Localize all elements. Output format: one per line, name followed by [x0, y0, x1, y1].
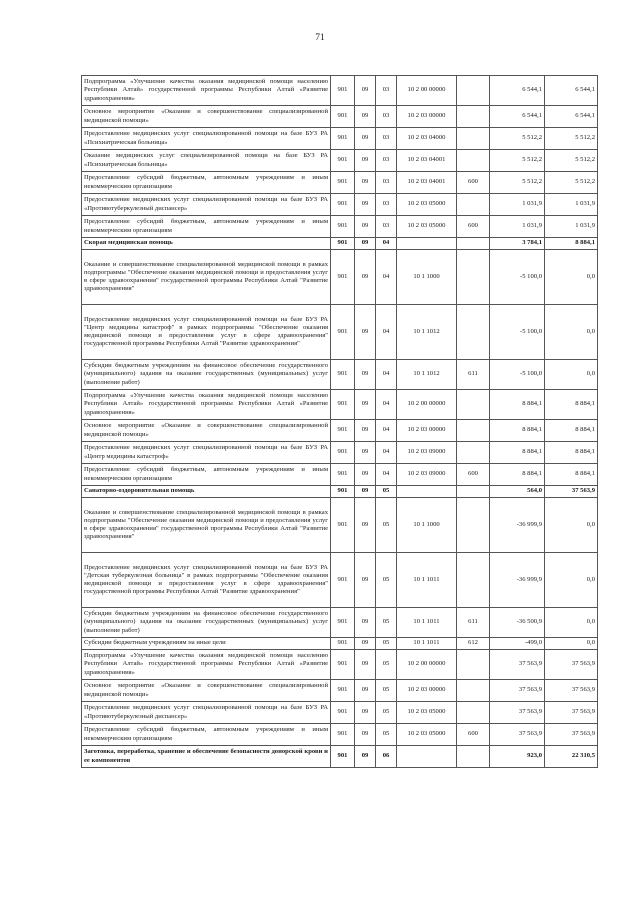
row-section-code: 09 [355, 420, 376, 442]
row-amount-total: 22 310,5 [545, 746, 598, 768]
row-section-code: 09 [355, 305, 376, 360]
row-name: Предоставление медицинских услуг специализированной помощи на базе БУЗ РА «Центр медицины катастроф» [82, 442, 331, 464]
budget-table [81, 75, 598, 768]
row-target-article: 10 2 03 00000 [397, 680, 457, 702]
row-amount-total: 37 563,9 [545, 486, 598, 498]
row-target-article: 10 1 1000 [397, 498, 457, 553]
row-ministry-code: 901 [331, 238, 355, 250]
row-amount-total: 1 031,9 [545, 216, 598, 238]
table-row [82, 390, 598, 420]
row-amount-change: 6 544,1 [490, 106, 545, 128]
row-name: Субсидии бюджетным учреждениям на финансовое обеспечение государственного (муниципального) задания на оказание государственных (муниципальных) услуг (выполнение работ) [82, 608, 331, 638]
table-row [82, 650, 598, 680]
row-section-code: 09 [355, 216, 376, 238]
row-name: Скорая медицинская помощь [82, 238, 331, 250]
row-target-article: 10 1 1012 [397, 360, 457, 390]
table-row [82, 420, 598, 442]
row-expense-type [457, 238, 490, 250]
row-subsection-code: 03 [376, 76, 397, 106]
row-amount-change: 37 563,9 [490, 702, 545, 724]
row-target-article [397, 746, 457, 768]
row-target-article: 10 2 03 00000 [397, 420, 457, 442]
row-section-code: 09 [355, 106, 376, 128]
row-subsection-code: 05 [376, 608, 397, 638]
row-expense-type [457, 498, 490, 553]
row-expense-type [457, 680, 490, 702]
row-expense-type [457, 194, 490, 216]
row-target-article: 10 2 00 00000 [397, 76, 457, 106]
row-subsection-code: 04 [376, 442, 397, 464]
row-subsection-code: 03 [376, 150, 397, 172]
row-amount-total: 8 884,1 [545, 390, 598, 420]
row-section-code: 09 [355, 650, 376, 680]
row-amount-change: 5 512,2 [490, 150, 545, 172]
row-target-article: 10 2 03 05000 [397, 724, 457, 746]
row-amount-total: 37 563,9 [545, 702, 598, 724]
row-target-article: 10 1 1012 [397, 305, 457, 360]
row-name: Оказание и совершенствование специализированной медицинской помощи в рамках подпрограммы "Обеспечение оказания медицинской помощи и предоставления услуг в сфере здравоохранения" государственной программы Республики Алтай "Развитие здравоохранения" [82, 250, 331, 305]
row-expense-type: 611 [457, 360, 490, 390]
row-target-article [397, 238, 457, 250]
row-target-article: 10 2 03 04001 [397, 150, 457, 172]
row-name: Санаторно-оздоровительная помощь [82, 486, 331, 498]
row-amount-change: 564,0 [490, 486, 545, 498]
row-ministry-code: 901 [331, 464, 355, 486]
row-subsection-code: 04 [376, 238, 397, 250]
row-ministry-code: 901 [331, 638, 355, 650]
row-amount-total: 0,0 [545, 553, 598, 608]
row-amount-total: 6 544,1 [545, 76, 598, 106]
row-name: Оказание медицинских услуг специализированной помощи на базе БУЗ РА «Психиатрическая больница» [82, 150, 331, 172]
row-amount-change: 8 884,1 [490, 390, 545, 420]
row-section-code: 09 [355, 238, 376, 250]
row-subsection-code: 05 [376, 486, 397, 498]
row-amount-change: -36 500,9 [490, 608, 545, 638]
row-name: Предоставление медицинских услуг специализированной помощи на базе БУЗ РА «Противотуберкулезный диспансер» [82, 702, 331, 724]
row-subsection-code: 04 [376, 420, 397, 442]
row-section-code: 09 [355, 150, 376, 172]
row-ministry-code: 901 [331, 680, 355, 702]
row-target-article: 10 1 1011 [397, 638, 457, 650]
row-ministry-code: 901 [331, 106, 355, 128]
row-name: Подпрограмма «Улучшение качества оказания медицинской помощи населению Республики Алтай» государственной программы Республики Алтай «Развитие здравоохранения» [82, 390, 331, 420]
row-section-code: 09 [355, 746, 376, 768]
row-amount-change: 6 544,1 [490, 76, 545, 106]
row-subsection-code: 03 [376, 216, 397, 238]
budget-table-body [82, 76, 598, 768]
row-ministry-code: 901 [331, 553, 355, 608]
row-amount-total: 0,0 [545, 250, 598, 305]
row-name: Заготовка, переработка, хранение и обеспечение безопасности донорской крови и ее компонентов [82, 746, 331, 768]
row-name: Предоставление медицинских услуг специализированной помощи на базе БУЗ РА «Противотуберкулезный диспансер» [82, 194, 331, 216]
row-ministry-code: 901 [331, 724, 355, 746]
row-name: Субсидии бюджетным учреждениям на финансовое обеспечение государственного (муниципального) задания на оказание государственных (муниципальных) услуг (выполнение работ) [82, 360, 331, 390]
row-ministry-code: 901 [331, 194, 355, 216]
row-name: Предоставление медицинских услуг специализированной помощи на базе БУЗ РА "Центр медицины катастроф" в рамках подпрограммы "Обеспечение оказания медицинской помощи и предоставления услуг в сфере здравоохранения" государственной программы Республики Алтай "Развитие здравоохранения" [82, 305, 331, 360]
row-expense-type [457, 76, 490, 106]
row-target-article: 10 2 03 09000 [397, 464, 457, 486]
row-amount-change: 37 563,9 [490, 724, 545, 746]
row-name: Предоставление субсидий бюджетным, автономным учреждениям и иным некоммерческим организациям [82, 464, 331, 486]
row-ministry-code: 901 [331, 486, 355, 498]
row-target-article: 10 2 03 05000 [397, 216, 457, 238]
row-section-code: 09 [355, 553, 376, 608]
row-ministry-code: 901 [331, 216, 355, 238]
row-amount-change: 1 031,9 [490, 216, 545, 238]
row-amount-total: 0,0 [545, 305, 598, 360]
row-subsection-code: 06 [376, 746, 397, 768]
row-ministry-code: 901 [331, 746, 355, 768]
row-section-code: 09 [355, 608, 376, 638]
row-subsection-code: 04 [376, 464, 397, 486]
table-row [82, 250, 598, 305]
table-row [82, 442, 598, 464]
row-section-code: 09 [355, 702, 376, 724]
table-row [82, 238, 598, 250]
row-subsection-code: 03 [376, 106, 397, 128]
row-amount-total: 37 563,9 [545, 724, 598, 746]
row-expense-type [457, 305, 490, 360]
row-amount-change: 8 884,1 [490, 420, 545, 442]
row-amount-total: 5 512,2 [545, 150, 598, 172]
row-target-article: 10 2 03 05000 [397, 702, 457, 724]
row-subsection-code: 03 [376, 128, 397, 150]
table-row [82, 360, 598, 390]
row-target-article: 10 2 03 09000 [397, 442, 457, 464]
row-name: Предоставление субсидий бюджетным, автономным учреждениям и иным некоммерческим организациям [82, 216, 331, 238]
row-name: Предоставление субсидий бюджетным, автономным учреждениям и иным некоммерческим организациям [82, 172, 331, 194]
row-ministry-code: 901 [331, 150, 355, 172]
row-name: Подпрограмма «Улучшение качества оказания медицинской помощи населению Республики Алтай» государственной программы Республики Алтай «Развитие здравоохранения» [82, 76, 331, 106]
row-section-code: 09 [355, 390, 376, 420]
row-target-article: 10 2 03 04000 [397, 128, 457, 150]
row-section-code: 09 [355, 194, 376, 216]
row-amount-total: 8 884,1 [545, 238, 598, 250]
table-row [82, 724, 598, 746]
row-name: Предоставление медицинских услуг специализированной помощи на базе БУЗ РА «Психиатрическая больница» [82, 128, 331, 150]
row-amount-change: -36 999,9 [490, 553, 545, 608]
row-target-article: 10 2 03 04001 [397, 172, 457, 194]
row-expense-type [457, 746, 490, 768]
row-amount-change: 5 512,2 [490, 172, 545, 194]
row-amount-change: -5 100,0 [490, 360, 545, 390]
row-ministry-code: 901 [331, 128, 355, 150]
row-amount-total: 37 563,9 [545, 650, 598, 680]
table-row [82, 702, 598, 724]
row-expense-type [457, 650, 490, 680]
table-row [82, 216, 598, 238]
table-row [82, 76, 598, 106]
row-name: Предоставление медицинских услуг специализированной помощи на базе БУЗ РА "Детская туберкулезная больница" в рамках подпрограммы "Обеспечение оказания медицинской помощи и предоставления услуг в сфере здравоохранения" государственной программы Республики Алтай "Развитие здравоохранения" [82, 553, 331, 608]
row-expense-type [457, 553, 490, 608]
row-amount-change: -5 100,0 [490, 250, 545, 305]
row-ministry-code: 901 [331, 250, 355, 305]
row-subsection-code: 03 [376, 172, 397, 194]
row-amount-change: -36 999,9 [490, 498, 545, 553]
row-ministry-code: 901 [331, 442, 355, 464]
row-expense-type [457, 128, 490, 150]
row-section-code: 09 [355, 724, 376, 746]
row-ministry-code: 901 [331, 608, 355, 638]
row-section-code: 09 [355, 76, 376, 106]
row-amount-change: -499,0 [490, 638, 545, 650]
table-row [82, 172, 598, 194]
table-row [82, 608, 598, 638]
row-expense-type [457, 150, 490, 172]
row-target-article: 10 2 00 00000 [397, 390, 457, 420]
row-name: Оказание и совершенствование специализированной медицинской помощи в рамках подпрограммы "Обеспечение оказания медицинской помощи и предоставления услуг в сфере здравоохранения" государственной программы Республики Алтай "Развитие здравоохранения" [82, 498, 331, 553]
row-expense-type [457, 250, 490, 305]
table-row [82, 498, 598, 553]
row-amount-total: 8 884,1 [545, 442, 598, 464]
row-expense-type [457, 420, 490, 442]
row-amount-change: 1 031,9 [490, 194, 545, 216]
row-subsection-code: 05 [376, 724, 397, 746]
row-section-code: 09 [355, 638, 376, 650]
row-ministry-code: 901 [331, 420, 355, 442]
row-amount-total: 0,0 [545, 498, 598, 553]
row-expense-type: 611 [457, 608, 490, 638]
row-target-article: 10 2 00 00000 [397, 650, 457, 680]
table-row [82, 746, 598, 768]
table-row [82, 553, 598, 608]
row-amount-change: -5 100,0 [490, 305, 545, 360]
row-section-code: 09 [355, 128, 376, 150]
row-name: Подпрограмма «Улучшение качества оказания медицинской помощи населению Республики Алтай» государственной программы Республики Алтай «Развитие здравоохранения» [82, 650, 331, 680]
table-row [82, 106, 598, 128]
row-expense-type: 612 [457, 638, 490, 650]
row-expense-type [457, 390, 490, 420]
row-subsection-code: 05 [376, 553, 397, 608]
row-expense-type [457, 486, 490, 498]
row-amount-total: 6 544,1 [545, 106, 598, 128]
row-ministry-code: 901 [331, 360, 355, 390]
row-target-article: 10 1 1000 [397, 250, 457, 305]
row-amount-change: 37 563,9 [490, 650, 545, 680]
row-name: Предоставление субсидий бюджетным, автономным учреждениям и иным некоммерческим организациям [82, 724, 331, 746]
row-target-article [397, 486, 457, 498]
row-amount-total: 1 031,9 [545, 194, 598, 216]
row-amount-change: 8 884,1 [490, 464, 545, 486]
row-expense-type: 600 [457, 172, 490, 194]
row-name: Основное мероприятие «Оказание и совершенствование специализированной медицинской помощи» [82, 106, 331, 128]
row-subsection-code: 03 [376, 194, 397, 216]
row-section-code: 09 [355, 680, 376, 702]
row-name: Основное мероприятие «Оказание и совершенствование специализированной медицинской помощи» [82, 420, 331, 442]
row-amount-total: 37 563,9 [545, 680, 598, 702]
table-row [82, 194, 598, 216]
row-ministry-code: 901 [331, 305, 355, 360]
row-section-code: 09 [355, 486, 376, 498]
row-name: Основное мероприятие «Оказание и совершенствование специализированной медицинской помощи» [82, 680, 331, 702]
row-target-article: 10 2 03 00000 [397, 106, 457, 128]
row-expense-type [457, 442, 490, 464]
row-amount-total: 0,0 [545, 360, 598, 390]
row-amount-change: 5 512,2 [490, 128, 545, 150]
row-ministry-code: 901 [331, 650, 355, 680]
row-amount-change: 8 884,1 [490, 442, 545, 464]
row-amount-change: 3 784,1 [490, 238, 545, 250]
table-row [82, 305, 598, 360]
row-amount-total: 0,0 [545, 638, 598, 650]
row-target-article: 10 2 03 05000 [397, 194, 457, 216]
row-amount-total: 5 512,2 [545, 128, 598, 150]
row-ministry-code: 901 [331, 498, 355, 553]
row-expense-type [457, 106, 490, 128]
row-section-code: 09 [355, 172, 376, 194]
row-amount-total: 0,0 [545, 608, 598, 638]
row-subsection-code: 05 [376, 680, 397, 702]
row-subsection-code: 05 [376, 650, 397, 680]
table-row [82, 486, 598, 498]
row-ministry-code: 901 [331, 172, 355, 194]
row-expense-type: 600 [457, 464, 490, 486]
table-row [82, 128, 598, 150]
table-row [82, 638, 598, 650]
page-number: 71 [315, 33, 325, 43]
row-name: Субсидии бюджетным учреждениям на иные цели [82, 638, 331, 650]
row-expense-type: 600 [457, 216, 490, 238]
row-subsection-code: 04 [376, 250, 397, 305]
row-amount-change: 923,0 [490, 746, 545, 768]
row-ministry-code: 901 [331, 76, 355, 106]
row-ministry-code: 901 [331, 702, 355, 724]
row-target-article: 10 1 1011 [397, 608, 457, 638]
row-amount-total: 8 884,1 [545, 420, 598, 442]
row-subsection-code: 04 [376, 305, 397, 360]
row-amount-change: 37 563,9 [490, 680, 545, 702]
row-ministry-code: 901 [331, 390, 355, 420]
row-section-code: 09 [355, 250, 376, 305]
row-amount-total: 8 884,1 [545, 464, 598, 486]
row-subsection-code: 05 [376, 498, 397, 553]
table-row [82, 150, 598, 172]
table-row [82, 464, 598, 486]
row-section-code: 09 [355, 442, 376, 464]
row-section-code: 09 [355, 464, 376, 486]
row-subsection-code: 04 [376, 360, 397, 390]
table-row [82, 680, 598, 702]
row-section-code: 09 [355, 360, 376, 390]
row-expense-type [457, 702, 490, 724]
row-subsection-code: 05 [376, 702, 397, 724]
row-amount-total: 5 512,2 [545, 172, 598, 194]
row-section-code: 09 [355, 498, 376, 553]
row-target-article: 10 1 1011 [397, 553, 457, 608]
row-expense-type: 600 [457, 724, 490, 746]
row-subsection-code: 05 [376, 638, 397, 650]
row-subsection-code: 04 [376, 390, 397, 420]
